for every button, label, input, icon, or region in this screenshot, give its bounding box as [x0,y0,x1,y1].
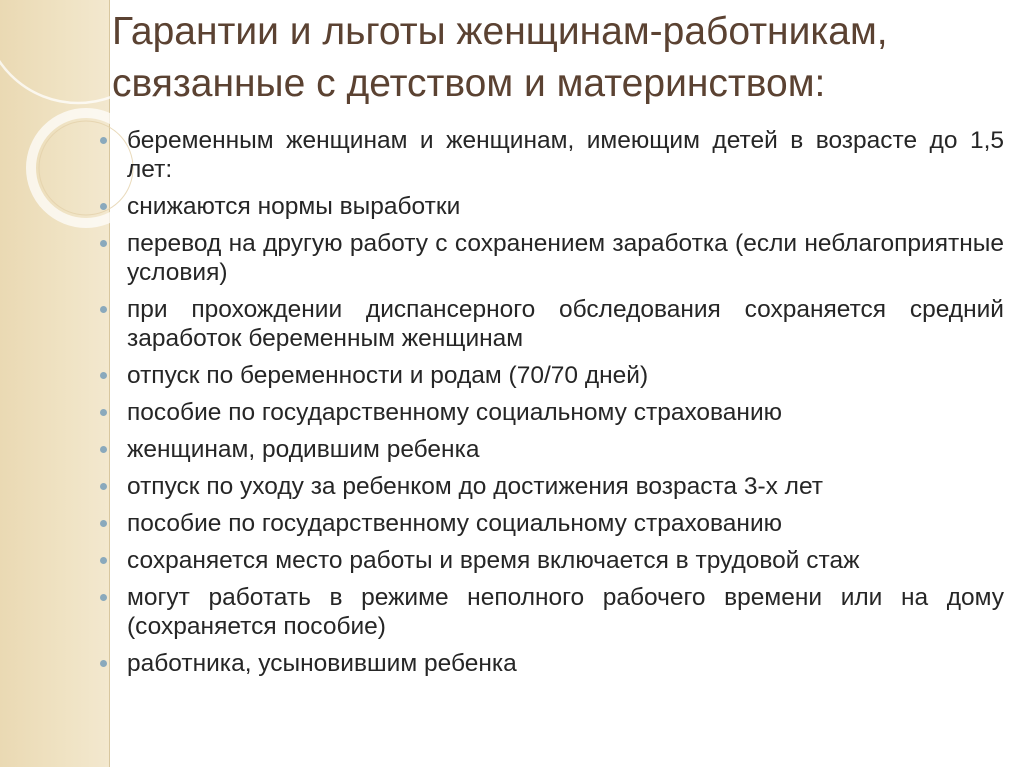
bullet-text: при прохождении диспансерного обследования сохраняется средний заработок беременным женщинам [127,296,1004,352]
bullet-dot-icon [100,520,107,527]
bullet-dot-icon [100,446,107,453]
bullet-dot-icon [100,409,107,416]
bullet-dot-icon [100,137,107,144]
bullet-text: перевод на другую работу с сохранением заработка (если неблагоприятные условия) [127,230,1004,286]
bullet-text: пособие по государственному социальному страхованию [127,510,783,537]
bullet-dot-icon [100,557,107,564]
bullet-item [100,472,1004,501]
bullet-item [100,546,1004,575]
bullet-text: отпуск по беременности и родам (70/70 дней) [127,362,649,389]
bullet-text: снижаются нормы выработки [127,193,461,220]
bullet-item [100,398,1004,427]
bullet-dot-icon [100,306,107,313]
bullet-text: пособие по государственному социальному страхованию [127,399,783,426]
bullet-text: сохраняется место работы и время включается в трудовой стаж [127,547,860,574]
slide-title [112,6,1002,110]
bullet-item [100,583,1004,641]
bullet-item [100,192,1004,221]
bullet-item [100,435,1004,464]
bullet-dot-icon [100,240,107,247]
bullet-item [100,361,1004,390]
bullet-text: работника, усыновившим ребенка [127,650,517,677]
bullet-dot-icon [100,203,107,210]
bullet-item [100,229,1004,287]
slide-title-line: Гарантии и льготы женщинам-работникам, [112,10,888,53]
bullet-text: отпуск по уходу за ребенком до достижения возраста 3-х лет [127,473,824,500]
bullet-list [100,126,1004,686]
bullet-text: могут работать в режиме неполного рабочего времени или на дому (сохраняется пособие) [127,584,1004,640]
bullet-dot-icon [100,594,107,601]
bullet-item [100,509,1004,538]
bullet-item [100,295,1004,353]
bullet-item [100,126,1004,184]
bullet-item [100,649,1004,678]
slide-title-line: связанные с детством и материнством: [112,62,826,105]
bullet-dot-icon [100,660,107,667]
bullet-dot-icon [100,483,107,490]
bullet-text: беременным женщинам и женщинам, имеющим детей в возрасте до 1,5 лет: [127,127,1004,183]
bullet-text: женщинам, родившим ребенка [127,436,480,463]
bullet-dot-icon [100,372,107,379]
